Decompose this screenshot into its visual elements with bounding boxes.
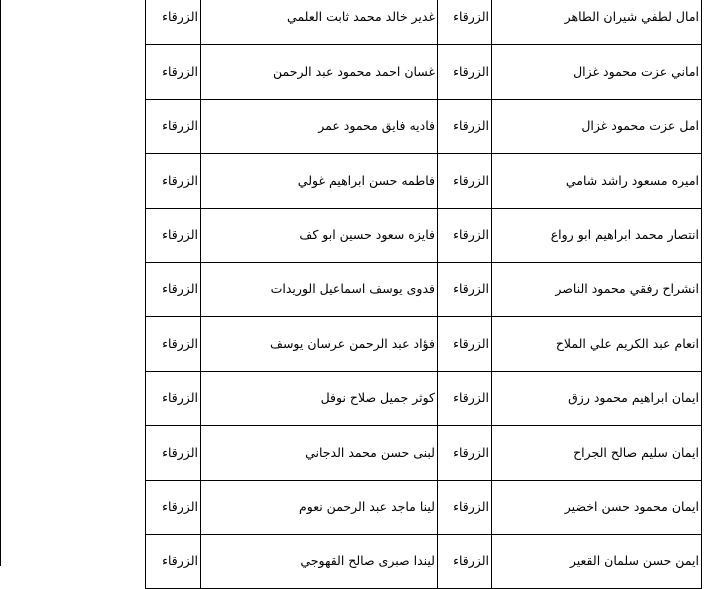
city-cell: الزرقاء — [438, 317, 492, 371]
person-name-cell: ايمان ابراهيم محمود رزق — [492, 371, 702, 425]
person-name-cell: انعام عبد الكريم علي الملاح — [492, 317, 702, 371]
city-cell: الزرقاء — [146, 426, 201, 480]
city-cell: الزرقاء — [146, 0, 201, 45]
city-cell: الزرقاء — [146, 534, 201, 588]
person-name-cell: امال لطفي شيران الطاهر — [492, 0, 702, 45]
city-cell: الزرقاء — [146, 262, 201, 316]
table-row — [146, 0, 702, 45]
city-cell: الزرقاء — [146, 371, 201, 425]
city-cell: الزرقاء — [146, 154, 201, 208]
person-name-cell: ليندا صبرى صالح القهوجي — [201, 534, 438, 588]
table-row — [146, 371, 702, 425]
person-name-cell: لينا ماجد عبد الرحمن نعوم — [201, 480, 438, 534]
city-cell: الزرقاء — [146, 480, 201, 534]
table-body — [146, 0, 702, 589]
person-name-cell: غدير خالد محمد ثابت العلمي — [201, 0, 438, 45]
table-row — [146, 262, 702, 316]
table-row — [146, 534, 702, 588]
person-name-cell: لبنى حسن محمد الدجاني — [201, 426, 438, 480]
person-name-cell: فايزه سعود حسين ابو كف — [201, 208, 438, 262]
city-cell: الزرقاء — [146, 45, 201, 99]
city-cell: الزرقاء — [438, 45, 492, 99]
person-name-cell: ايمان محمود حسن اخضير — [492, 480, 702, 534]
city-cell: الزرقاء — [146, 317, 201, 371]
table-row — [146, 154, 702, 208]
city-cell: الزرقاء — [438, 154, 492, 208]
person-name-cell: انتصار محمد ابراهيم ابو رواع — [492, 208, 702, 262]
table-row — [146, 208, 702, 262]
city-cell: الزرقاء — [438, 426, 492, 480]
table-row — [146, 426, 702, 480]
table-row — [146, 99, 702, 153]
person-name-cell: كوثر جميل صلاح نوفل — [201, 371, 438, 425]
city-cell: الزرقاء — [146, 208, 201, 262]
table-row — [146, 45, 702, 99]
table-row — [146, 317, 702, 371]
person-name-cell: فاطمه حسن ابراهيم غولي — [201, 154, 438, 208]
table-row — [146, 480, 702, 534]
person-name-cell: غسان احمد محمود عبد الرحمن — [201, 45, 438, 99]
city-cell: الزرقاء — [438, 208, 492, 262]
person-name-cell: فاديه فايق محمود عمر — [201, 99, 438, 153]
city-cell: الزرقاء — [438, 262, 492, 316]
person-name-cell: ايمن حسن سلمان القعير — [492, 534, 702, 588]
page-left-border — [0, 0, 1, 566]
person-name-cell: اماني عزت محمود غزال — [492, 45, 702, 99]
person-name-cell: اميره مسعود راشد شامي — [492, 154, 702, 208]
city-cell: الزرقاء — [438, 371, 492, 425]
city-cell: الزرقاء — [438, 99, 492, 153]
names-table — [145, 0, 702, 589]
person-name-cell: ايمان سليم صالح الجراح — [492, 426, 702, 480]
city-cell: الزرقاء — [438, 480, 492, 534]
person-name-cell: انشراح رفقي محمود الناصر — [492, 262, 702, 316]
city-cell: الزرقاء — [146, 99, 201, 153]
city-cell: الزرقاء — [438, 0, 492, 45]
person-name-cell: امل عزت محمود غزال — [492, 99, 702, 153]
person-name-cell: فؤاد عبد الرحمن عرسان يوسف — [201, 317, 438, 371]
city-cell: الزرقاء — [438, 534, 492, 588]
person-name-cell: فدوى يوسف اسماعيل الوريدات — [201, 262, 438, 316]
